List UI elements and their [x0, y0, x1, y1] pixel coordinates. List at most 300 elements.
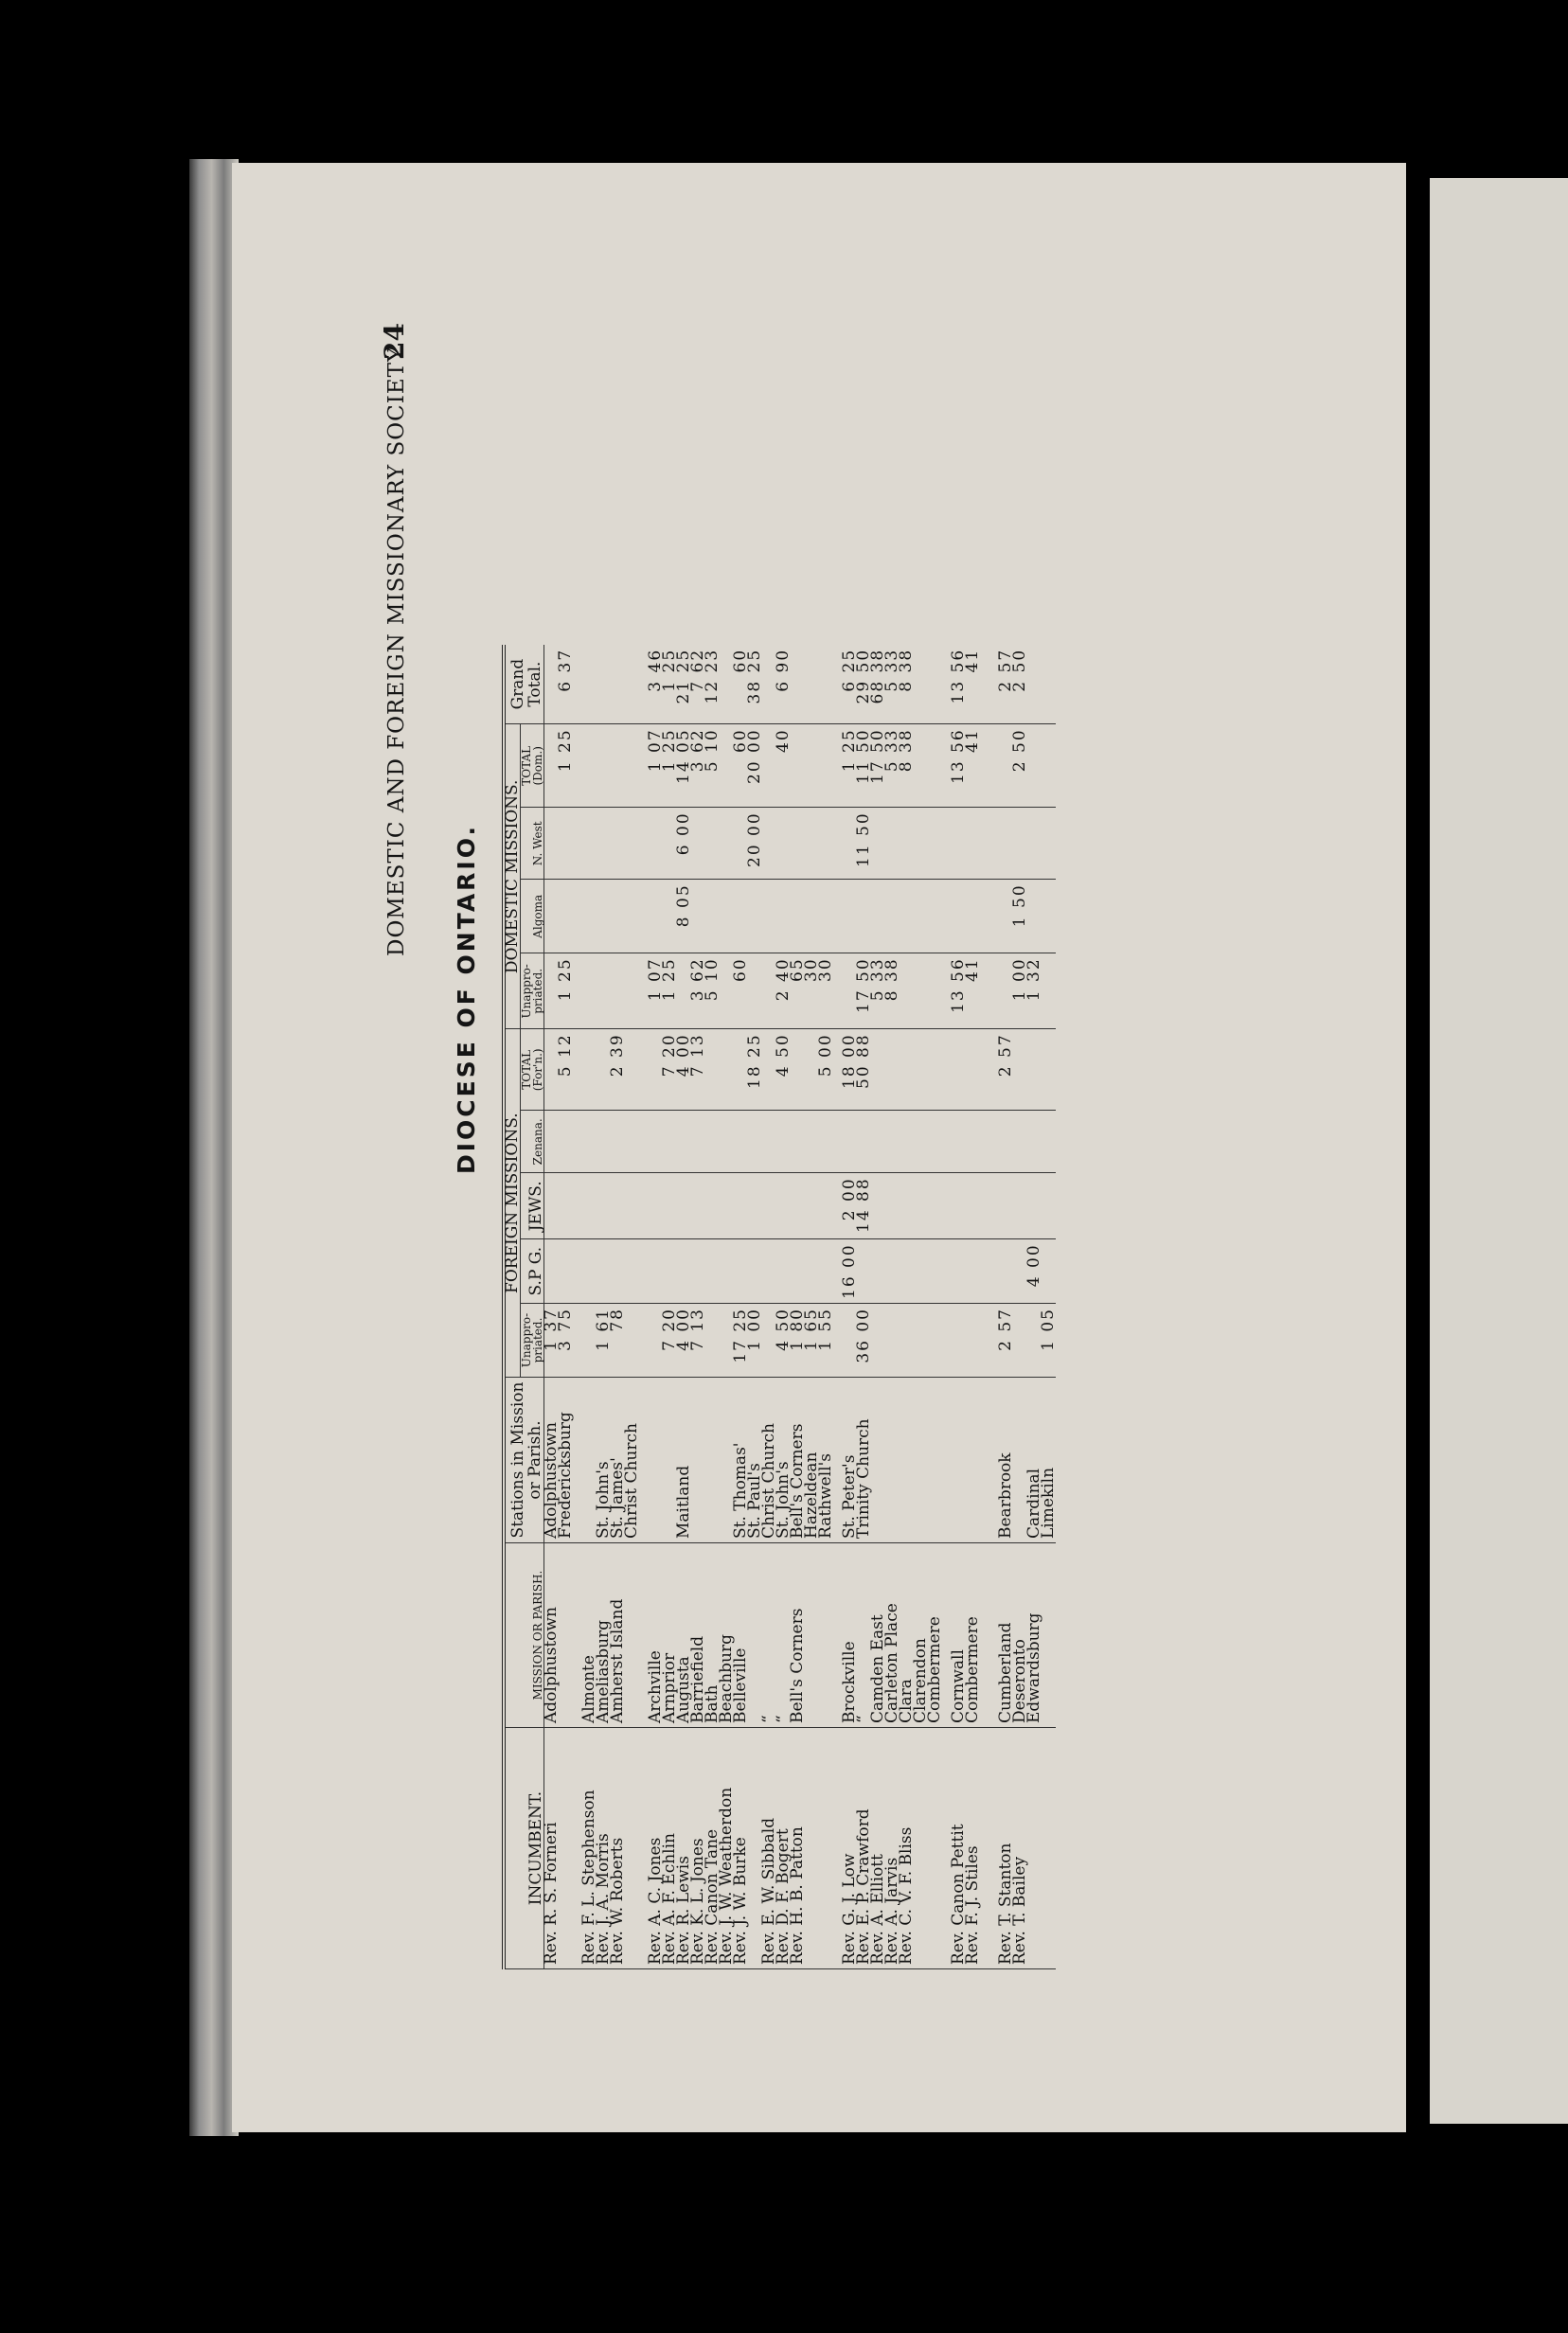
jews-cell	[544, 1173, 560, 1239]
north-west-cell	[1027, 808, 1042, 880]
table-row	[952, 645, 966, 1969]
running-head: DOMESTIC AND FOREIGN MISSIONARY SOCIETY	[384, 346, 409, 956]
incumbent-cell: Rev. D. F. Bogert	[776, 1728, 791, 1969]
total-domestic-cell	[611, 724, 625, 808]
mission-cell: Clara	[900, 1543, 914, 1728]
incumbent-cell: Rev. Canon Pettit	[952, 1728, 966, 1969]
total-domestic-cell: 13 56	[952, 724, 966, 808]
total-domestic-cell: 1 07	[649, 724, 663, 808]
north-west-cell	[597, 808, 611, 880]
incumbent-cell	[819, 1728, 833, 1969]
spg-cell	[980, 1239, 989, 1304]
domestic-unappropriated-cell: 60	[734, 953, 748, 1029]
col-stations: Stations in Mission or Parish.	[504, 1378, 544, 1543]
total-domestic-cell	[805, 724, 819, 808]
zenana-cell	[857, 1111, 871, 1173]
zenana-cell	[663, 1111, 677, 1173]
foreign-unappropriated-cell: 2 57	[999, 1304, 1013, 1378]
incumbent-cell: Rev. E. P. Crawford	[857, 1728, 871, 1969]
north-west-cell	[639, 808, 649, 880]
col-jews: JEWS.	[521, 1173, 544, 1239]
north-west-cell	[928, 808, 942, 880]
zenana-cell	[966, 1111, 980, 1173]
north-west-cell	[649, 808, 663, 880]
zenana-cell	[999, 1111, 1013, 1173]
grand-total-cell	[1042, 645, 1056, 724]
mission-cell	[559, 1543, 573, 1728]
north-west-cell	[582, 808, 597, 880]
station-cell	[966, 1378, 980, 1543]
north-west-cell	[573, 808, 582, 880]
mission-cell: Amherst Island	[611, 1543, 625, 1728]
north-west-cell	[625, 808, 639, 880]
table-row	[625, 645, 639, 1969]
zenana-cell	[819, 1111, 833, 1173]
incumbent-cell	[559, 1728, 573, 1969]
station-cell: Maitland	[677, 1378, 691, 1543]
foreign-unappropriated-cell	[625, 1304, 639, 1378]
jews-cell	[980, 1173, 989, 1239]
total-foreign-cell: 18 25	[748, 1029, 762, 1111]
jews-cell	[573, 1173, 582, 1239]
zenana-cell	[611, 1111, 625, 1173]
foreign-unappropriated-cell: 17 25	[734, 1304, 748, 1378]
rotated-page-content	[379, 323, 1449, 1969]
spg-cell	[582, 1239, 597, 1304]
grand-total-cell	[1027, 645, 1042, 724]
jews-cell	[928, 1173, 942, 1239]
jews-cell	[677, 1173, 691, 1239]
grand-total-cell	[597, 645, 611, 724]
total-foreign-cell: 7 20	[663, 1029, 677, 1111]
spg-cell	[573, 1239, 582, 1304]
algoma-cell	[625, 880, 639, 953]
north-west-cell: 20 00	[748, 808, 762, 880]
incumbent-cell: Rev. A. Jarvis	[885, 1728, 900, 1969]
col-zenana: Zenana.	[521, 1111, 544, 1173]
algoma-cell	[833, 880, 843, 953]
incumbent-cell: Rev. G. J. Low	[843, 1728, 857, 1969]
algoma-cell	[762, 880, 776, 953]
domestic-unappropriated-cell	[900, 953, 914, 1029]
grand-total-cell: 1 25	[663, 645, 677, 724]
incumbent-cell	[1042, 1728, 1056, 1969]
zenana-cell	[559, 1111, 573, 1173]
jews-cell	[819, 1173, 833, 1239]
spg-cell	[677, 1239, 691, 1304]
total-foreign-cell: 2 39	[611, 1029, 625, 1111]
total-foreign-cell	[980, 1029, 989, 1111]
total-domestic-cell: 14 05	[677, 724, 691, 808]
foreign-unappropriated-cell: 7 13	[691, 1304, 705, 1378]
station-cell	[871, 1378, 885, 1543]
spg-cell	[691, 1239, 705, 1304]
mission-cell	[748, 1543, 762, 1728]
total-foreign-cell	[720, 1029, 734, 1111]
domestic-unappropriated-cell	[748, 953, 762, 1029]
total-foreign-cell	[871, 1029, 885, 1111]
foreign-unappropriated-cell	[705, 1304, 720, 1378]
incumbent-cell: Rev. J. W. Burke	[734, 1728, 748, 1969]
total-foreign-cell	[791, 1029, 805, 1111]
domestic-unappropriated-cell	[914, 953, 928, 1029]
algoma-cell	[843, 880, 857, 953]
algoma-cell	[819, 880, 833, 953]
incumbent-cell: Rev. A. C. Jones	[649, 1728, 663, 1969]
spg-cell	[928, 1239, 942, 1304]
north-west-cell	[952, 808, 966, 880]
jews-cell	[649, 1173, 663, 1239]
station-cell	[705, 1378, 720, 1543]
table-row	[748, 645, 762, 1969]
total-foreign-cell	[1013, 1029, 1027, 1111]
mission-cell: Combermere	[966, 1543, 980, 1728]
incumbent-cell: Rev. Canon Tane	[705, 1728, 720, 1969]
spg-cell	[544, 1239, 560, 1304]
domestic-unappropriated-cell: 65	[791, 953, 805, 1029]
total-domestic-cell: 1 25	[559, 724, 573, 808]
station-cell: St. John's	[597, 1378, 611, 1543]
foreign-unappropriated-cell: 4 00	[677, 1304, 691, 1378]
table-row	[705, 645, 720, 1969]
spg-cell	[1042, 1239, 1056, 1304]
algoma-cell	[980, 880, 989, 953]
spg-cell	[885, 1239, 900, 1304]
spg-cell	[914, 1239, 928, 1304]
col-domestic-unappropriated: Unappro-priated.	[521, 953, 544, 1029]
total-foreign-cell: 4 00	[677, 1029, 691, 1111]
mission-cell: Adolphustown	[544, 1543, 560, 1728]
total-domestic-cell: 40	[776, 724, 791, 808]
zenana-cell	[649, 1111, 663, 1173]
mission-cell: Camden East	[871, 1543, 885, 1728]
algoma-cell	[942, 880, 952, 953]
foreign-unappropriated-cell: 3 75	[559, 1304, 573, 1378]
jews-cell	[885, 1173, 900, 1239]
domestic-unappropriated-cell	[582, 953, 597, 1029]
table-row	[1042, 645, 1056, 1969]
algoma-cell	[1027, 880, 1042, 953]
grand-total-cell	[625, 645, 639, 724]
next-page-strip	[1430, 178, 1568, 2124]
algoma-cell	[952, 880, 966, 953]
total-foreign-cell: 18 00	[843, 1029, 857, 1111]
foreign-unappropriated-cell: 1 37	[544, 1304, 560, 1378]
station-cell: Rathwell's	[819, 1378, 833, 1543]
incumbent-cell: Rev. T. Bailey	[1013, 1728, 1027, 1969]
spg-cell	[942, 1239, 952, 1304]
north-west-cell: 6 00	[677, 808, 691, 880]
grand-total-cell	[928, 645, 942, 724]
station-cell: St. Peter's	[843, 1378, 857, 1543]
incumbent-cell	[625, 1728, 639, 1969]
total-foreign-cell	[942, 1029, 952, 1111]
station-cell: Limekiln	[1042, 1378, 1056, 1543]
foreign-unappropriated-cell	[1013, 1304, 1027, 1378]
incumbent-cell: Rev. F. J. Stiles	[966, 1728, 980, 1969]
mission-cell: “	[857, 1543, 871, 1728]
total-foreign-cell	[914, 1029, 928, 1111]
mission-cell: Deseronto	[1013, 1543, 1027, 1728]
zenana-cell	[914, 1111, 928, 1173]
zenana-cell	[980, 1111, 989, 1173]
grand-total-cell	[582, 645, 597, 724]
domestic-unappropriated-cell: 13 56	[952, 953, 966, 1029]
zenana-cell	[544, 1111, 560, 1173]
foreign-unappropriated-cell	[928, 1304, 942, 1378]
zenana-cell	[928, 1111, 942, 1173]
grand-total-cell: 6 25	[843, 645, 857, 724]
jews-cell	[559, 1173, 573, 1239]
foreign-unappropriated-cell	[952, 1304, 966, 1378]
jews-cell	[639, 1173, 649, 1239]
total-foreign-cell	[900, 1029, 914, 1111]
mission-cell: Belleville	[734, 1543, 748, 1728]
table-row	[928, 645, 942, 1969]
station-cell: Hazeldean	[805, 1378, 819, 1543]
spg-cell	[776, 1239, 791, 1304]
north-west-cell	[819, 808, 833, 880]
domestic-unappropriated-cell: 8 38	[885, 953, 900, 1029]
north-west-cell	[980, 808, 989, 880]
mission-cell: Brockville	[843, 1543, 857, 1728]
grand-total-cell	[819, 645, 833, 724]
station-cell	[942, 1378, 952, 1543]
domestic-unappropriated-cell: 1 25	[663, 953, 677, 1029]
station-cell: Bell's Corners	[791, 1378, 805, 1543]
foreign-unappropriated-cell	[980, 1304, 989, 1378]
algoma-cell	[989, 880, 999, 953]
total-domestic-cell: 2 50	[1013, 724, 1027, 808]
foreign-unappropriated-cell: 1 65	[805, 1304, 819, 1378]
north-west-cell	[1013, 808, 1027, 880]
algoma-cell	[597, 880, 611, 953]
spg-cell	[900, 1239, 914, 1304]
zenana-cell	[1013, 1111, 1027, 1173]
north-west-cell	[544, 808, 560, 880]
total-foreign-cell	[928, 1029, 942, 1111]
north-west-cell	[900, 808, 914, 880]
zenana-cell	[1027, 1111, 1042, 1173]
foreign-unappropriated-cell	[900, 1304, 914, 1378]
domestic-unappropriated-cell: 1 00	[1013, 953, 1027, 1029]
grand-total-cell	[914, 645, 928, 724]
algoma-cell	[559, 880, 573, 953]
total-domestic-cell	[791, 724, 805, 808]
spg-cell	[639, 1239, 649, 1304]
mission-cell: Barriefield	[691, 1543, 705, 1728]
total-domestic-cell: 8 38	[900, 724, 914, 808]
domestic-unappropriated-cell: 30	[819, 953, 833, 1029]
mission-cell: Bath	[705, 1543, 720, 1728]
station-cell	[649, 1378, 663, 1543]
zenana-cell	[762, 1111, 776, 1173]
total-domestic-cell	[914, 724, 928, 808]
jews-cell	[900, 1173, 914, 1239]
total-foreign-cell: 5 00	[819, 1029, 833, 1111]
spg-cell	[597, 1239, 611, 1304]
incumbent-cell	[914, 1728, 928, 1969]
algoma-cell	[734, 880, 748, 953]
algoma-cell	[966, 880, 980, 953]
grand-total-cell: 38 25	[748, 645, 762, 724]
domestic-unappropriated-cell: 5 33	[871, 953, 885, 1029]
domestic-unappropriated-cell	[928, 953, 942, 1029]
zenana-cell	[748, 1111, 762, 1173]
table-row	[611, 645, 625, 1969]
spg-cell	[748, 1239, 762, 1304]
total-foreign-cell	[582, 1029, 597, 1111]
grand-total-cell	[611, 645, 625, 724]
zenana-cell	[833, 1111, 843, 1173]
total-domestic-cell: 60	[734, 724, 748, 808]
grand-total-cell: 21 25	[677, 645, 691, 724]
incumbent-cell: Rev. A. F. Echlin	[663, 1728, 677, 1969]
foreign-unappropriated-cell: 1 80	[791, 1304, 805, 1378]
incumbent-cell	[805, 1728, 819, 1969]
incumbent-cell: Rev. W. Roberts	[611, 1728, 625, 1969]
grand-total-cell: 13 56	[952, 645, 966, 724]
jews-cell	[942, 1173, 952, 1239]
jews-cell	[989, 1173, 999, 1239]
jews-cell	[805, 1173, 819, 1239]
north-west-cell	[791, 808, 805, 880]
foreign-unappropriated-cell: 36 00	[857, 1304, 871, 1378]
algoma-cell	[900, 880, 914, 953]
col-total-foreign: TOTAL (For'n.)	[521, 1029, 544, 1111]
zenana-cell	[691, 1111, 705, 1173]
station-cell: Trinity Church	[857, 1378, 871, 1543]
north-west-cell	[871, 808, 885, 880]
spg-cell	[871, 1239, 885, 1304]
spg-cell	[805, 1239, 819, 1304]
spg-cell	[663, 1239, 677, 1304]
col-spg: S.P G.	[521, 1239, 544, 1304]
jews-cell	[748, 1173, 762, 1239]
algoma-cell: 1 50	[1013, 880, 1027, 953]
col-foreign-missions: FOREIGN MISSIONS.	[504, 1029, 521, 1378]
total-foreign-cell	[1042, 1029, 1056, 1111]
grand-total-cell: 2 50	[1013, 645, 1027, 724]
foreign-unappropriated-cell: 4 50	[776, 1304, 791, 1378]
zenana-cell	[625, 1111, 639, 1173]
zenana-cell	[582, 1111, 597, 1173]
jews-cell	[597, 1173, 611, 1239]
north-west-cell	[720, 808, 734, 880]
grand-total-cell	[791, 645, 805, 724]
domestic-unappropriated-cell	[1042, 953, 1056, 1029]
spg-cell	[952, 1239, 966, 1304]
station-cell: Christ Church	[625, 1378, 639, 1543]
mission-cell: Almonte	[582, 1543, 597, 1728]
spacer-row	[980, 645, 989, 1969]
zenana-cell	[791, 1111, 805, 1173]
page-title: DIOCESE OF ONTARIO.	[453, 824, 480, 1174]
spg-cell	[791, 1239, 805, 1304]
north-west-cell	[942, 808, 952, 880]
domestic-unappropriated-cell: 41	[966, 953, 980, 1029]
total-domestic-cell: 17 50	[871, 724, 885, 808]
total-domestic-cell: 5 10	[705, 724, 720, 808]
north-west-cell	[805, 808, 819, 880]
spg-cell	[999, 1239, 1013, 1304]
col-total-domestic: TOTAL (Dom.)	[521, 724, 544, 808]
jews-cell	[999, 1173, 1013, 1239]
grand-total-cell: 60	[734, 645, 748, 724]
mission-cell: “	[762, 1543, 776, 1728]
foreign-unappropriated-cell	[885, 1304, 900, 1378]
zenana-cell	[677, 1111, 691, 1173]
table-row	[819, 645, 833, 1969]
spg-cell	[857, 1239, 871, 1304]
station-cell: St. Paul's	[748, 1378, 762, 1543]
incumbent-cell: Rev. R. S. Forneri	[544, 1728, 560, 1969]
col-mission: MISSION OR PARISH.	[504, 1543, 544, 1728]
north-west-cell	[691, 808, 705, 880]
incumbent-cell: Rev. C. V. F. Bliss	[900, 1728, 914, 1969]
incumbent-cell: Rev. E. W. Sibbald	[762, 1728, 776, 1969]
spg-cell	[734, 1239, 748, 1304]
mission-cell	[805, 1543, 819, 1728]
jews-cell	[611, 1173, 625, 1239]
domestic-unappropriated-cell: 1 25	[559, 953, 573, 1029]
north-west-cell	[705, 808, 720, 880]
mission-cell: “	[776, 1543, 791, 1728]
jews-cell	[691, 1173, 705, 1239]
algoma-cell	[928, 880, 942, 953]
table-row	[871, 645, 885, 1969]
spg-cell	[611, 1239, 625, 1304]
station-cell	[900, 1378, 914, 1543]
total-domestic-cell	[597, 724, 611, 808]
jews-cell	[762, 1173, 776, 1239]
total-foreign-cell	[966, 1029, 980, 1111]
foreign-unappropriated-cell	[639, 1304, 649, 1378]
north-west-cell	[559, 808, 573, 880]
total-domestic-cell	[989, 724, 999, 808]
algoma-cell	[582, 880, 597, 953]
zenana-cell	[885, 1111, 900, 1173]
station-cell	[691, 1378, 705, 1543]
total-domestic-cell	[625, 724, 639, 808]
north-west-cell	[833, 808, 843, 880]
total-domestic-cell	[582, 724, 597, 808]
zenana-cell	[776, 1111, 791, 1173]
grand-total-cell: 6 90	[776, 645, 791, 724]
station-cell: Bearbrook	[999, 1378, 1013, 1543]
incumbent-cell: Rev. A. Elliott	[871, 1728, 885, 1969]
mission-cell: Combermere	[928, 1543, 942, 1728]
spg-cell	[625, 1239, 639, 1304]
foreign-unappropriated-cell: 7 20	[663, 1304, 677, 1378]
table-row	[691, 645, 705, 1969]
total-foreign-cell: 5 12	[559, 1029, 573, 1111]
incumbent-cell	[1027, 1728, 1042, 1969]
spg-cell: 16 00	[843, 1239, 857, 1304]
domestic-unappropriated-cell: 2 40	[776, 953, 791, 1029]
total-domestic-cell: 5 33	[885, 724, 900, 808]
domestic-unappropriated-cell	[625, 953, 639, 1029]
jews-cell	[720, 1173, 734, 1239]
foreign-unappropriated-cell: 1 00	[748, 1304, 762, 1378]
jews-cell: 2 00	[843, 1173, 857, 1239]
mission-cell: Arnprior	[663, 1543, 677, 1728]
total-foreign-cell	[885, 1029, 900, 1111]
table-row	[857, 645, 871, 1969]
total-domestic-cell: 1 25	[843, 724, 857, 808]
jews-cell	[734, 1173, 748, 1239]
jews-cell	[776, 1173, 791, 1239]
